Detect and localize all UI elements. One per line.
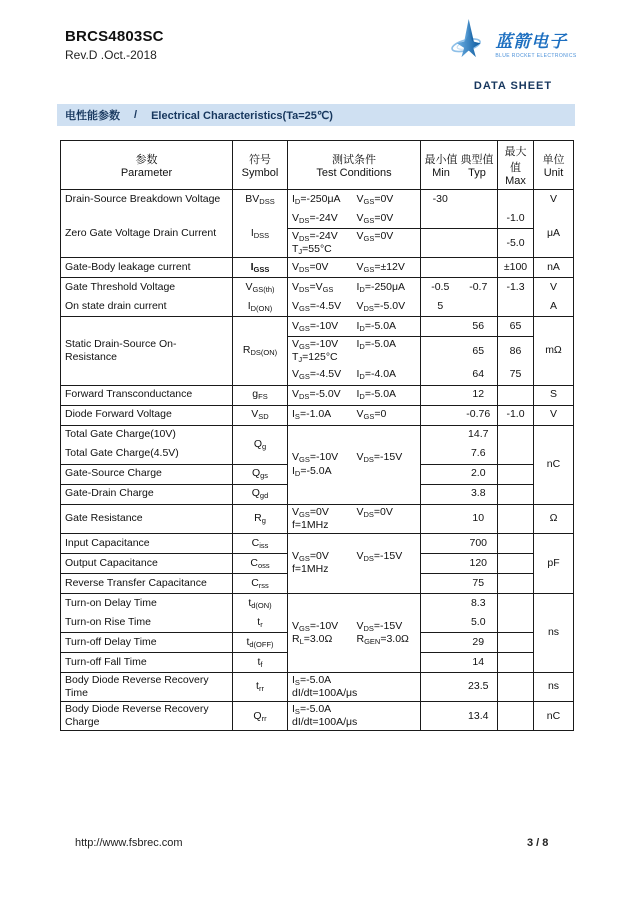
- header-symbol-en: Symbol: [241, 167, 279, 179]
- max-cell: [498, 632, 534, 652]
- brand-name-en: BLUE ROCKET ELECTRONICS: [495, 52, 577, 59]
- typ-cell: 8.3: [460, 593, 498, 613]
- table-row: [61, 533, 574, 553]
- table-row: [61, 593, 574, 613]
- header-test-conditions-cn: 测试条件: [332, 154, 376, 166]
- header-unit-en: Unit: [543, 167, 564, 179]
- min-cell: [421, 317, 460, 337]
- min-cell: [421, 464, 460, 484]
- param-cell: Forward Transconductance: [61, 385, 233, 405]
- typ-cell: 23.5: [460, 672, 498, 701]
- table-row: [61, 702, 574, 731]
- symbol-cell: $I_{DSS}$: [233, 209, 288, 258]
- param-cell: Zero Gate Voltage Drain Current: [61, 209, 233, 258]
- max-cell: 86: [498, 337, 534, 366]
- header-symbol-cn: 符号: [249, 154, 271, 166]
- symbol-cell: $I_{D(ON)}$: [233, 297, 288, 317]
- table-row: [61, 504, 574, 533]
- unit-cell: V: [534, 190, 574, 210]
- table-row: [61, 317, 574, 337]
- param-cell: Body Diode Reverse Recovery Time: [61, 672, 233, 701]
- cond-cell: $V_{DS}=0V$ $V_{GS}=\pm 12V$: [288, 258, 421, 278]
- header-max: [498, 141, 534, 190]
- cond-cell: $V_{GS}=-10V$ $V_{DS}=-15V$ $I_D=-5.0A$: [288, 425, 421, 504]
- param-cell: Turn-off Fall Time: [61, 652, 233, 672]
- param-cell: Gate Threshold Voltage: [61, 278, 233, 298]
- min-cell: [421, 593, 460, 613]
- header-typ-cn: 典型值: [460, 154, 494, 166]
- symbol-cell: $Q_{gd}$: [233, 484, 288, 504]
- param-cell: Gate-Drain Charge: [61, 484, 233, 504]
- max-cell: -1.0: [498, 209, 534, 229]
- doc-type-label: DATA SHEET: [473, 80, 553, 92]
- cond-cell: $I_D=-250\mu A$ $V_{GS}=0V$: [288, 190, 421, 210]
- max-cell: [498, 573, 534, 593]
- symbol-cell: $C_{iss}$: [233, 533, 288, 553]
- min-cell: [421, 573, 460, 593]
- symbol-cell: $R_{DS(ON)}$: [233, 317, 288, 385]
- min-cell: [421, 385, 460, 405]
- typ-cell: 12: [460, 385, 498, 405]
- section-title-band: [57, 104, 575, 126]
- unit-cell: ns: [534, 672, 574, 701]
- min-cell: [421, 366, 460, 386]
- symbol-cell: $t_{rr}$: [233, 672, 288, 701]
- param-cell: Diode Forward Voltage: [61, 405, 233, 425]
- typ-cell: -0.7: [460, 278, 498, 298]
- typ-cell: 29: [460, 632, 498, 652]
- header-parameter-en: Parameter: [120, 167, 173, 179]
- typ-cell: 5.0: [460, 613, 498, 633]
- typ-cell: 75: [460, 573, 498, 593]
- min-cell: -0.5: [421, 278, 460, 298]
- min-cell: [421, 229, 460, 258]
- min-cell: [421, 258, 460, 278]
- max-cell: [498, 672, 534, 701]
- max-cell: [498, 385, 534, 405]
- min-cell: -30: [421, 190, 460, 210]
- page-number: 3 / 8: [527, 837, 549, 849]
- unit-cell: V: [534, 405, 574, 425]
- typ-cell: 14: [460, 652, 498, 672]
- param-cell: Body Diode Reverse Recovery Charge: [61, 702, 233, 731]
- table-row: [61, 278, 574, 298]
- symbol-cell: $C_{oss}$: [233, 553, 288, 573]
- brand-block: [444, 12, 582, 92]
- unit-cell: nA: [534, 258, 574, 278]
- param-cell: Reverse Transfer Capacitance: [61, 573, 233, 593]
- max-cell: [498, 484, 534, 504]
- typ-cell: [460, 229, 498, 258]
- min-cell: 5: [421, 297, 460, 317]
- max-cell: [498, 464, 534, 484]
- symbol-cell: $t_f$: [233, 652, 288, 672]
- cond-cell: $V_{DS}=-5.0V$ $I_D=-5.0A$: [288, 385, 421, 405]
- table-body: [61, 190, 574, 731]
- max-cell: [498, 652, 534, 672]
- min-cell: [421, 484, 460, 504]
- param-cell: Gate-Body leakage current: [61, 258, 233, 278]
- unit-cell: ns: [534, 593, 574, 672]
- param-cell: Gate Resistance: [61, 504, 233, 533]
- max-cell: [498, 533, 534, 553]
- param-cell: Turn-on Delay Time: [61, 593, 233, 613]
- symbol-cell: $Q_g$: [233, 425, 288, 464]
- cond-cell: $V_{GS}=-10V$ $V_{DS}=-15V$ $R_L=3.0\Omega$ $R_{GEN}=3.0\Omega$: [288, 593, 421, 672]
- unit-cell: nC: [534, 425, 574, 504]
- typ-cell: 2.0: [460, 464, 498, 484]
- symbol-cell: $BV_{DSS}$: [233, 190, 288, 210]
- cond-cell: $V_{GS}=0V$ $V_{DS}=0V$ f=1MHz: [288, 504, 421, 533]
- symbol-cell: $I_{GSS}$: [233, 258, 288, 278]
- table-header-row: [61, 141, 574, 190]
- header-symbol: [233, 141, 288, 190]
- typ-cell: [460, 297, 498, 317]
- min-cell: [421, 337, 460, 366]
- table-row: [61, 190, 574, 210]
- cond-cell: $V_{GS}=-10V$ $I_D=-5.0A$: [288, 317, 421, 337]
- symbol-cell: $Q_{gs}$: [233, 464, 288, 484]
- param-cell: Gate-Source Charge: [61, 464, 233, 484]
- param-cell: Static Drain-Source On-Resistance: [61, 317, 233, 385]
- table-row: [61, 385, 574, 405]
- symbol-cell: $R_g$: [233, 504, 288, 533]
- typ-cell: 120: [460, 553, 498, 573]
- min-cell: [421, 613, 460, 633]
- electrical-characteristics-table: [60, 140, 574, 731]
- typ-cell: -0.76: [460, 405, 498, 425]
- symbol-cell: $g_{FS}$: [233, 385, 288, 405]
- section-title-en: Electrical Characteristics(Ta=25℃): [151, 109, 333, 122]
- header-unit: [534, 141, 574, 190]
- revision-label: Rev.D .Oct.-2018: [65, 48, 157, 62]
- symbol-cell: $Q_{rr}$: [233, 702, 288, 731]
- cond-cell: $V_{GS}=-4.5V$ $I_D=-4.0A$: [288, 366, 421, 386]
- cond-cell: $V_{DS}=-24V$ $V_{GS}=0V$ $T_J=55^\circ C$: [288, 229, 421, 258]
- min-cell: [421, 504, 460, 533]
- table-container: [60, 140, 574, 731]
- max-cell: 75: [498, 366, 534, 386]
- cond-cell: $V_{DS}=V_{GS}$ $I_D=-250\mu A$: [288, 278, 421, 298]
- cond-cell: $V_{GS}=-4.5V$ $V_{DS}=-5.0V$: [288, 297, 421, 317]
- typ-cell: 65: [460, 337, 498, 366]
- section-title-cn: 电性能参数: [65, 110, 120, 122]
- max-cell: -1.3: [498, 278, 534, 298]
- max-cell: -1.0: [498, 405, 534, 425]
- table-row: [61, 425, 574, 445]
- min-cell: [421, 405, 460, 425]
- symbol-cell: $V_{SD}$: [233, 405, 288, 425]
- param-cell: Total Gate Charge(4.5V): [61, 445, 233, 465]
- max-cell: [498, 702, 534, 731]
- typ-cell: 13.4: [460, 702, 498, 731]
- symbol-cell: $t_{d(ON)}$: [233, 593, 288, 613]
- table-row: [61, 405, 574, 425]
- min-cell: [421, 553, 460, 573]
- cond-cell: $V_{GS}=0V$ $V_{DS}=-15V$ f=1MHz: [288, 533, 421, 593]
- header-parameter-cn: 参数: [135, 154, 158, 166]
- symbol-cell: $V_{GS(th)}$: [233, 278, 288, 298]
- typ-cell: 64: [460, 366, 498, 386]
- typ-cell: 14.7: [460, 425, 498, 445]
- param-cell: Input Capacitance: [61, 533, 233, 553]
- typ-cell: 56: [460, 317, 498, 337]
- max-cell: [498, 190, 534, 210]
- max-cell: ±100: [498, 258, 534, 278]
- unit-cell: A: [534, 297, 574, 317]
- brand-logo-icon: [449, 12, 491, 73]
- param-cell: Output Capacitance: [61, 553, 233, 573]
- min-cell: [421, 632, 460, 652]
- typ-cell: [460, 190, 498, 210]
- typ-cell: 10: [460, 504, 498, 533]
- cond-cell: $V_{GS}=-10V$ $I_D=-5.0A$ $T_J=125^\circ C$: [288, 337, 421, 366]
- min-cell: [421, 672, 460, 701]
- header-test-conditions-en: Test Conditions: [316, 167, 392, 179]
- unit-cell: nC: [534, 702, 574, 731]
- footer-website-link[interactable]: http://www.fsbrec.com: [75, 837, 183, 849]
- header-unit-cn: 单位: [542, 154, 565, 166]
- typ-cell: 700: [460, 533, 498, 553]
- header-test-conditions: [288, 141, 421, 190]
- max-cell: [498, 297, 534, 317]
- param-cell: Turn-off Delay Time: [61, 632, 233, 652]
- brand-name-cn: 蓝箭电子: [495, 31, 568, 51]
- max-cell: [498, 504, 534, 533]
- symbol-cell: $t_r$: [233, 613, 288, 633]
- typ-cell: 3.8: [460, 484, 498, 504]
- max-cell: [498, 425, 534, 445]
- param-cell: On state drain current: [61, 297, 233, 317]
- header-typ-en: Typ: [468, 167, 486, 179]
- cond-cell: $I_S=-1.0A$ $V_{GS}=0$: [288, 405, 421, 425]
- symbol-cell: $C_{rss}$: [233, 573, 288, 593]
- typ-cell: 7.6: [460, 445, 498, 465]
- document-header: [65, 28, 164, 62]
- header-min-typ: [421, 141, 498, 190]
- table-row: [61, 258, 574, 278]
- max-cell: -5.0: [498, 229, 534, 258]
- max-cell: [498, 593, 534, 613]
- header-max-cn: 最大值: [504, 146, 527, 174]
- param-cell: Turn-on Rise Time: [61, 613, 233, 633]
- max-cell: [498, 553, 534, 573]
- min-cell: [421, 702, 460, 731]
- cond-cell: $I_S=-5.0A$ dI/dt=100A/μs: [288, 702, 421, 731]
- min-cell: [421, 209, 460, 229]
- min-cell: [421, 533, 460, 553]
- param-cell: Drain-Source Breakdown Voltage: [61, 190, 233, 210]
- max-cell: 65: [498, 317, 534, 337]
- table-row: [61, 297, 574, 317]
- header-max-en: Max: [505, 175, 526, 187]
- min-cell: [421, 425, 460, 445]
- max-cell: [498, 613, 534, 633]
- unit-cell: μA: [534, 209, 574, 258]
- param-cell: Total Gate Charge(10V): [61, 425, 233, 445]
- table-row: [61, 672, 574, 701]
- header-parameter: [61, 141, 233, 190]
- unit-cell: pF: [534, 533, 574, 593]
- typ-cell: [460, 258, 498, 278]
- section-title-separator: /: [134, 109, 138, 121]
- cond-cell: $I_S=-5.0A$ dI/dt=100A/μs: [288, 672, 421, 701]
- table-row: [61, 209, 574, 229]
- cond-cell: $V_{DS}=-24V$ $V_{GS}=0V$: [288, 209, 421, 229]
- unit-cell: Ω: [534, 504, 574, 533]
- symbol-cell: $t_{d(OFF)}$: [233, 632, 288, 652]
- header-min-cn: 最小值: [424, 154, 458, 166]
- unit-cell: S: [534, 385, 574, 405]
- product-name: BRCS4803SC: [65, 28, 164, 45]
- header-min-en: Min: [432, 167, 450, 179]
- min-cell: [421, 445, 460, 465]
- max-cell: [498, 445, 534, 465]
- unit-cell: mΩ: [534, 317, 574, 385]
- min-cell: [421, 652, 460, 672]
- unit-cell: V: [534, 278, 574, 298]
- typ-cell: [460, 209, 498, 229]
